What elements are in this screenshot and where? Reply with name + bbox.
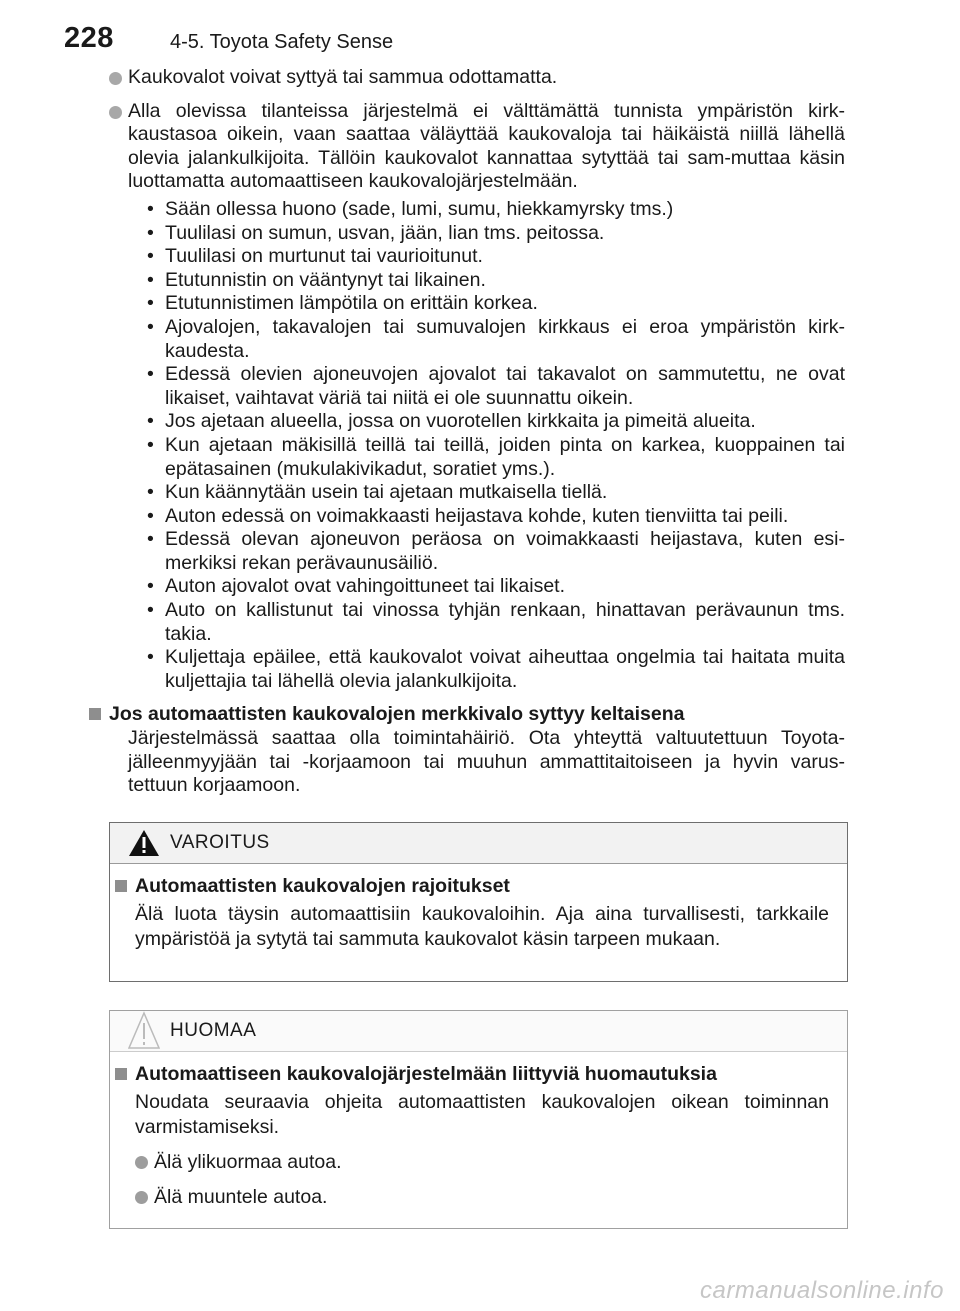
main-content <box>109 66 845 798</box>
notice-box <box>109 1010 848 1229</box>
list-item: • Tuulilasi on murtunut tai vaurioitunut. <box>147 245 845 269</box>
list-item: • Tuulilasi on sumun, usvan, jään, lian tms. peitossa. <box>147 222 845 246</box>
warning-text: Älä luota täysin automaattisiin kaukovaloihin. Aja aina turvallisesti, tarkkaile ympäristöä ja sytytä tai sammuta kaukovalot käsin tarpeen mukaan. <box>135 903 829 950</box>
bullet-item <box>109 100 845 694</box>
list-item: • Jos ajetaan alueella, jossa on vuorotellen kirkkaita ja pimeitä alueita. <box>147 410 845 434</box>
warning-body <box>110 864 847 964</box>
warning-header <box>110 823 847 864</box>
section-heading <box>109 703 845 727</box>
bullet-dot-icon <box>109 106 122 119</box>
bullet-dot-icon <box>135 1191 148 1204</box>
warning-label: VAROITUS <box>170 832 270 853</box>
bullet-dot-icon <box>109 72 122 85</box>
list-item: • Etutunnistin on vääntynyt tai likainen. <box>147 269 845 293</box>
condition-list <box>147 198 845 693</box>
list-item: • Sään ollessa huono (sade, lumi, sumu, hiekkamyrsky tms.) <box>147 198 845 222</box>
list-item: • Kun käännytään usein tai ajetaan mutkaisella tiellä. <box>147 481 845 505</box>
warning-triangle-icon <box>128 829 160 857</box>
list-item: • Edessä olevan ajoneuvon peräosa on voimakkaasti heijastava, kuten esi-merkiksi rekan perävaunusäiliö. <box>147 528 845 575</box>
list-item: • Auto on kallistunut tai vinossa tyhjän renkaan, hinattavan perävaunun tms. takia. <box>147 599 845 646</box>
list-item: • Auton edessä on voimakkaasti heijastava kohde, kuten tienviitta tai peili. <box>147 505 845 529</box>
section-title: 4-5. Toyota Safety Sense <box>170 31 394 53</box>
watermark: carmanualsonline.info <box>700 1277 944 1304</box>
warning-heading-text: Automaattisten kaukovalojen rajoitukset <box>135 875 510 897</box>
section-paragraph: Järjestelmässä saattaa olla toimintahäiriö. Ota yhteyttä valtuutettuun Toyota-jälleenmyyjään tai -korjaamoon tai muuhun ammattitaitoiseen ja hyvin varus-tettuun korjaamoon. <box>128 727 845 797</box>
notice-heading <box>135 1062 829 1087</box>
list-item: • Auton ajovalot ovat vahingoittuneet tai likaiset. <box>147 575 845 599</box>
bullet-text: Kaukovalot voivat syttyä tai sammua odottamatta. <box>128 66 558 88</box>
notice-heading-text: Automaattiseen kaukovalojärjestelmään liittyviä huomautuksia <box>135 1063 717 1085</box>
list-item: • Edessä olevien ajoneuvojen ajovalot tai takavalot on sammutettu, ne ovat likaiset, vaihtavat väriä tai niitä ei ole suunnattu oikein. <box>147 363 845 410</box>
section-heading-text: Jos automaattisten kaukovalojen merkkivalo syttyy keltaisena <box>109 703 685 726</box>
warning-box <box>109 822 848 982</box>
square-bullet-icon <box>115 880 127 892</box>
notice-header <box>110 1011 847 1052</box>
list-item: • Ajovalojen, takavalojen tai sumuvalojen kirkkaus ei eroa ympäristön kirk-kaudesta. <box>147 316 845 363</box>
list-item: • Etutunnistimen lämpötila on erittäin korkea. <box>147 292 845 316</box>
bullet-item <box>109 66 845 90</box>
notice-label: HUOMAA <box>170 1020 257 1041</box>
notice-item <box>135 1150 829 1175</box>
list-item: • Kun ajetaan mäkisillä teillä tai teillä, joiden pinta on karkea, kuoppainen tai epätasainen (mukulakivikadut, soratiet yms.). <box>147 434 845 481</box>
bullet-text: Alla olevissa tilanteissa järjestelmä ei välttämättä tunnista ympäristön kirk-kaustasoa oikein, vaan saattaa väläyttää kaukovaloja tai häikäistä niillä lähellä olevia jalankulkijoita. Tällöin kaukovalot kannattaa sytyttää tai sam-muttaa käsin luottamatta automaattiseen kaukovalojärjestelmään. <box>128 99 845 193</box>
notice-triangle-icon <box>128 1011 160 1051</box>
notice-item-text: Älä ylikuormaa autoa. <box>154 1151 342 1173</box>
notice-text: Noudata seuraavia ohjeita automaattisten kaukovalojen oikean toiminnan varmistamiseksi. <box>135 1091 829 1138</box>
warning-heading <box>135 874 829 899</box>
list-item: • Kuljettaja epäilee, että kaukovalot voivat aiheuttaa ongelmia tai haitata muita kuljettajia tai lähellä olevia jalankulkijoita. <box>147 646 845 693</box>
bullet-dot-icon <box>135 1156 148 1169</box>
notice-body <box>110 1052 847 1222</box>
page-number: 228 <box>64 22 114 54</box>
square-bullet-icon <box>115 1068 127 1080</box>
square-bullet-icon <box>89 708 101 720</box>
notice-item <box>135 1185 829 1210</box>
notice-item-text: Älä muuntele autoa. <box>154 1186 328 1208</box>
